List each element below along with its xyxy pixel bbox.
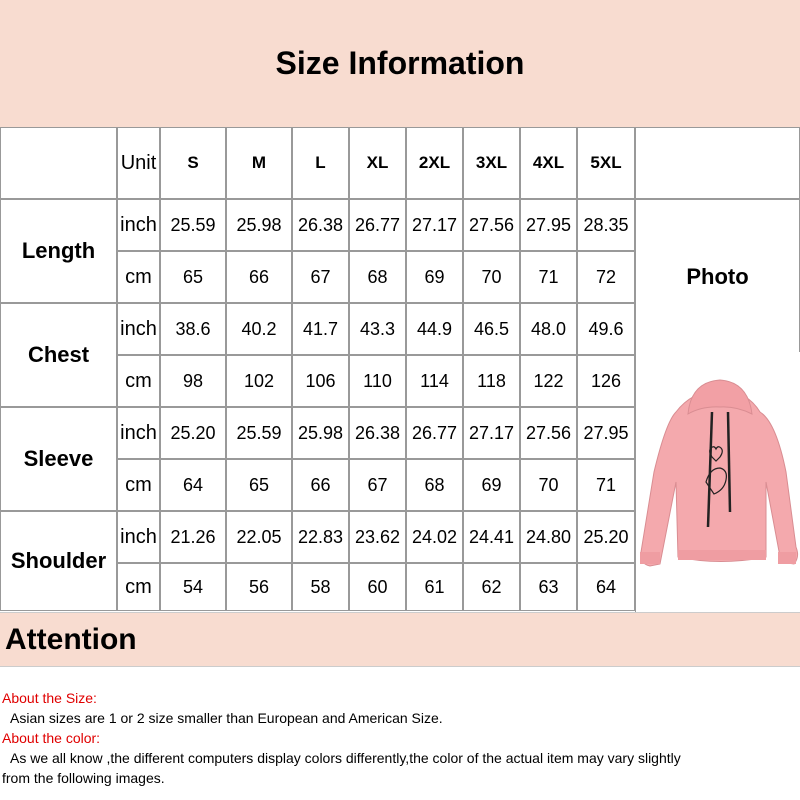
- table-cell: 65: [226, 459, 292, 511]
- corner-cell: [0, 127, 117, 199]
- table-cell: 65: [160, 251, 226, 303]
- table-cell: 110: [349, 355, 406, 407]
- table-cell: 102: [226, 355, 292, 407]
- table-cell: 54: [160, 563, 226, 611]
- table-cell: 27.17: [406, 199, 463, 251]
- table-cell: 24.80: [520, 511, 577, 563]
- table-cell: 25.98: [226, 199, 292, 251]
- table-cell: 26.77: [406, 407, 463, 459]
- table-cell: 40.2: [226, 303, 292, 355]
- page-title: Size Information: [275, 45, 525, 81]
- table-cell: 126: [577, 355, 635, 407]
- table-cell: 25.59: [226, 407, 292, 459]
- table-cell: 70: [520, 459, 577, 511]
- table-cell: 38.6: [160, 303, 226, 355]
- table-cell: 66: [292, 459, 349, 511]
- photo-col-top: [635, 127, 800, 199]
- table-cell: 22.05: [226, 511, 292, 563]
- table-cell: 27.95: [520, 199, 577, 251]
- table-cell: 98: [160, 355, 226, 407]
- table-cell: 43.3: [349, 303, 406, 355]
- table-cell: 25.59: [160, 199, 226, 251]
- table-cell: 46.5: [463, 303, 520, 355]
- table-cell: 22.83: [292, 511, 349, 563]
- unit-cell: cm: [117, 251, 160, 303]
- size-header: S: [160, 127, 226, 199]
- measure-label: Chest: [0, 303, 117, 407]
- table-cell: 44.9: [406, 303, 463, 355]
- table-cell: 21.26: [160, 511, 226, 563]
- unit-cell: cm: [117, 459, 160, 511]
- unit-header: Unit: [117, 127, 160, 199]
- size-note-heading: About the Size:: [2, 690, 97, 706]
- size-info-header: [0, 0, 800, 127]
- color-note-text-2: from the following images.: [2, 770, 165, 786]
- size-header: L: [292, 127, 349, 199]
- size-header: M: [226, 127, 292, 199]
- table-cell: 71: [520, 251, 577, 303]
- measure-label: Length: [0, 199, 117, 303]
- table-cell: 64: [577, 563, 635, 611]
- table-cell: 27.56: [463, 199, 520, 251]
- attention-title: Attention: [5, 622, 137, 656]
- table-cell: 48.0: [520, 303, 577, 355]
- table-cell: 64: [160, 459, 226, 511]
- color-note-text: As we all know ,the different computers display colors differently,the color of the actual item may vary slightly: [10, 750, 681, 766]
- table-cell: 24.41: [463, 511, 520, 563]
- table-cell: 72: [577, 251, 635, 303]
- measure-label: Sleeve: [0, 407, 117, 511]
- table-cell: 69: [406, 251, 463, 303]
- table-cell: 25.20: [577, 511, 635, 563]
- table-cell: 106: [292, 355, 349, 407]
- measure-label: Shoulder: [0, 511, 117, 611]
- table-cell: 118: [463, 355, 520, 407]
- table-cell: 60: [349, 563, 406, 611]
- table-cell: 63: [520, 563, 577, 611]
- unit-cell: inch: [117, 303, 160, 355]
- unit-cell: cm: [117, 563, 160, 611]
- unit-cell: cm: [117, 355, 160, 407]
- unit-cell: inch: [117, 511, 160, 563]
- attention-banner: [0, 612, 800, 667]
- table-cell: 68: [349, 251, 406, 303]
- table-cell: 26.77: [349, 199, 406, 251]
- table-cell: 114: [406, 355, 463, 407]
- size-note-text: Asian sizes are 1 or 2 size smaller than European and American Size.: [10, 710, 443, 726]
- table-cell: 27.56: [520, 407, 577, 459]
- table-cell: 67: [292, 251, 349, 303]
- table-cell: 58: [292, 563, 349, 611]
- size-header: 2XL: [406, 127, 463, 199]
- size-header: 4XL: [520, 127, 577, 199]
- table-cell: 69: [463, 459, 520, 511]
- color-note-heading: About the color:: [2, 730, 101, 746]
- table-cell: 67: [349, 459, 406, 511]
- table-cell: 62: [463, 563, 520, 611]
- table-cell: 56: [226, 563, 292, 611]
- unit-cell: inch: [117, 199, 160, 251]
- table-cell: 24.02: [406, 511, 463, 563]
- product-photo: [635, 352, 800, 612]
- table-cell: 70: [463, 251, 520, 303]
- size-header: 5XL: [577, 127, 635, 199]
- table-cell: 25.20: [160, 407, 226, 459]
- table-cell: 122: [520, 355, 577, 407]
- table-cell: 26.38: [349, 407, 406, 459]
- table-cell: 61: [406, 563, 463, 611]
- size-header: 3XL: [463, 127, 520, 199]
- table-cell: 49.6: [577, 303, 635, 355]
- table-cell: 26.38: [292, 199, 349, 251]
- table-cell: 28.35: [577, 199, 635, 251]
- hoodie-image: [636, 352, 800, 612]
- table-cell: 41.7: [292, 303, 349, 355]
- photo-label: Photo: [635, 199, 800, 355]
- table-cell: 66: [226, 251, 292, 303]
- unit-cell: inch: [117, 407, 160, 459]
- size-header: XL: [349, 127, 406, 199]
- table-cell: 25.98: [292, 407, 349, 459]
- attention-notes: [0, 688, 800, 788]
- table-cell: 27.17: [463, 407, 520, 459]
- table-cell: 68: [406, 459, 463, 511]
- table-cell: 71: [577, 459, 635, 511]
- table-cell: 27.95: [577, 407, 635, 459]
- table-cell: 23.62: [349, 511, 406, 563]
